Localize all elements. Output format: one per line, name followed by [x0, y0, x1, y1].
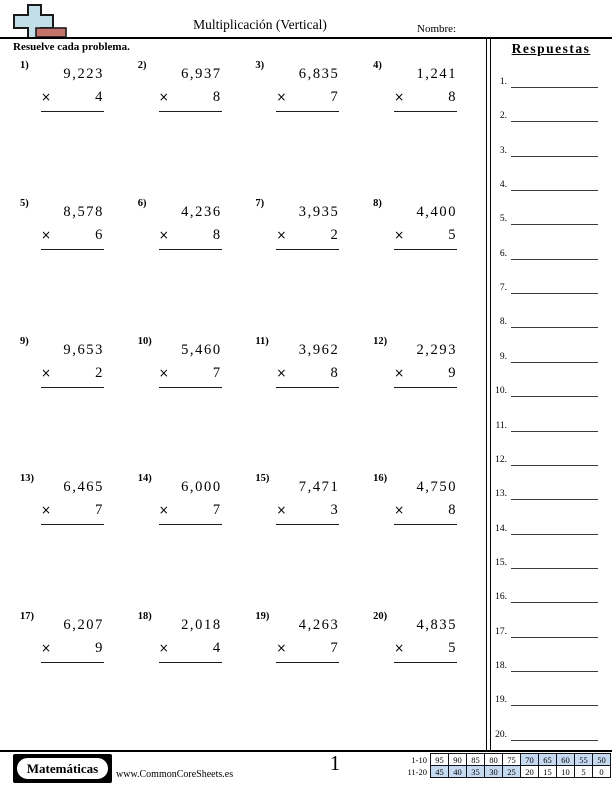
- answer-blank-line: [511, 259, 598, 260]
- problem-body: [276, 336, 339, 388]
- score-cell: 10: [557, 766, 575, 778]
- multiplication-problem: [14, 57, 132, 195]
- answer-blank-line: [511, 327, 598, 328]
- problem-body: [159, 473, 222, 525]
- times-sign-icon: ×: [276, 641, 287, 656]
- answer-number: 1.: [499, 77, 507, 87]
- multiplicand: 8,578: [63, 203, 104, 220]
- plus-block-logo-icon: [12, 3, 70, 40]
- problem-number: 1): [20, 60, 29, 71]
- multiplier: 7: [95, 502, 104, 519]
- multiplier-row: [41, 362, 104, 388]
- answer-row: [489, 652, 602, 672]
- multiplier-row: [276, 499, 339, 525]
- answer-number: 4.: [499, 180, 507, 191]
- answer-row: [489, 377, 602, 397]
- multiplier: 6: [95, 226, 104, 243]
- answer-number: 13.: [495, 489, 507, 500]
- times-sign-icon: ×: [394, 503, 405, 518]
- multiplier-row: [276, 637, 339, 663]
- multiplicand: 5,460: [181, 341, 222, 358]
- multiplier-row: [394, 499, 457, 525]
- multiplicand: 4,835: [416, 617, 458, 634]
- score-cell: 20: [521, 766, 539, 778]
- answer-number: 5.: [499, 214, 507, 225]
- answer-number: 20.: [495, 729, 507, 740]
- multiplicand: 1,241: [416, 66, 458, 82]
- multiplication-problem: [14, 333, 132, 471]
- answer-number: 18.: [495, 660, 507, 671]
- instruction-text: Resuelve cada problema.: [13, 41, 130, 53]
- answer-number: 3.: [499, 145, 507, 156]
- answer-blank-line: [511, 499, 598, 500]
- problem-body: [159, 198, 222, 250]
- problem-number: 4): [373, 60, 382, 71]
- multiplicand: 6,207: [63, 617, 104, 634]
- answer-row: [489, 68, 602, 88]
- multiplication-problem: [249, 57, 367, 195]
- multiplicand: 6,835: [298, 66, 340, 82]
- times-sign-icon: ×: [41, 365, 52, 380]
- problem-number: 2): [137, 60, 147, 71]
- score-cell: 45: [431, 766, 449, 778]
- answer-row: [489, 480, 602, 500]
- answer-number: 10.: [495, 386, 507, 397]
- times-sign-icon: ×: [394, 227, 405, 242]
- problem-body: [394, 60, 457, 112]
- multiplicand: 6,465: [63, 479, 104, 496]
- multiplier: 8: [448, 89, 458, 105]
- answer-number: 15.: [495, 557, 507, 568]
- answer-row: [489, 412, 602, 432]
- problem-body: [276, 60, 339, 112]
- multiplicand: 2,018: [181, 617, 222, 634]
- multiplier-row: [276, 224, 339, 250]
- answer-blank-line: [511, 705, 598, 706]
- problem-body: [394, 611, 457, 663]
- answer-blank-line: [511, 190, 598, 191]
- answer-row: [489, 240, 602, 260]
- multiplier-row: [159, 499, 222, 525]
- answer-blank-line: [511, 224, 598, 225]
- score-row: [399, 766, 611, 778]
- problem-body: [394, 473, 457, 525]
- answer-blank-line: [511, 568, 598, 569]
- multiplier: 7: [330, 89, 340, 105]
- multiplier: 5: [448, 640, 458, 657]
- multiplication-problem: [249, 333, 367, 471]
- times-sign-icon: ×: [276, 503, 287, 518]
- multiplication-problem: [14, 195, 132, 333]
- answer-row: [489, 515, 602, 535]
- multiplier-row: [41, 637, 104, 663]
- multiplier: 4: [95, 89, 104, 105]
- multiplier: 9: [95, 640, 104, 657]
- multiplicand: 4,750: [416, 479, 458, 496]
- multiplier: 4: [212, 640, 222, 657]
- multiplier-row: [394, 224, 457, 250]
- multiplication-problem: [249, 608, 367, 746]
- answer-row: [489, 343, 602, 363]
- brand-label: Matemáticas: [16, 757, 109, 780]
- multiplication-problem: [132, 57, 250, 195]
- answer-blank-line: [511, 637, 598, 638]
- times-sign-icon: ×: [41, 641, 52, 656]
- answer-blank-line: [511, 671, 598, 672]
- problems-grid: [14, 57, 486, 746]
- score-cell: 30: [485, 766, 503, 778]
- multiplicand: 4,263: [298, 617, 340, 634]
- answer-row: [489, 549, 602, 569]
- answer-row: [489, 686, 602, 706]
- answer-number: 17.: [495, 626, 507, 637]
- multiplier: 8: [212, 226, 222, 243]
- problem-body: [276, 611, 339, 663]
- page-number: 1: [329, 751, 341, 775]
- multiplier: 7: [330, 640, 340, 657]
- multiplication-problem: [249, 195, 367, 333]
- multiplicand: 3,962: [298, 341, 340, 358]
- problem-number: 7): [255, 197, 265, 209]
- answer-blank-line: [511, 293, 598, 294]
- problem-body: [394, 198, 457, 250]
- times-sign-icon: ×: [158, 365, 169, 380]
- multiplicand: 9,653: [63, 341, 104, 358]
- score-table: [399, 753, 611, 778]
- answer-number: 7.: [499, 283, 507, 294]
- multiplier-row: [159, 637, 222, 663]
- multiplier-row: [41, 224, 104, 250]
- multiplier-row: [41, 86, 104, 112]
- answer-number: 6.: [499, 248, 507, 259]
- multiplier-row: [41, 499, 104, 525]
- multiplier: 7: [212, 364, 222, 381]
- score-cell: 80: [485, 754, 503, 766]
- answers-title: Respuestas: [511, 41, 591, 56]
- score-row-label: 11-20: [407, 766, 427, 777]
- problem-body: [41, 336, 104, 388]
- times-sign-icon: ×: [41, 227, 52, 242]
- problem-number: 3): [255, 60, 265, 71]
- problem-number: 12): [373, 335, 388, 347]
- multiplier: 3: [330, 502, 340, 519]
- times-sign-icon: ×: [394, 90, 405, 104]
- website-text: www.CommonCoreSheets.es: [116, 769, 234, 780]
- multiplication-problem: [367, 195, 485, 333]
- score-cell: 90: [449, 754, 467, 766]
- problem-body: [41, 60, 104, 112]
- multiplication-problem: [14, 608, 132, 746]
- answer-blank-line: [511, 465, 598, 466]
- answer-number: 11.: [495, 420, 507, 431]
- problem-body: [41, 198, 104, 250]
- problem-body: [159, 336, 222, 388]
- answer-row: [489, 102, 602, 122]
- answer-number: 19.: [495, 695, 507, 706]
- multiplier-row: [276, 362, 339, 388]
- score-cell: 85: [467, 754, 485, 766]
- multiplication-problem: [367, 333, 485, 471]
- multiplier-row: [159, 86, 222, 112]
- answer-blank-line: [511, 431, 598, 432]
- answer-number: 8.: [499, 317, 507, 328]
- answer-row: [489, 205, 602, 225]
- multiplication-problem: [132, 333, 250, 471]
- times-sign-icon: ×: [158, 641, 169, 656]
- problem-number: 10): [137, 335, 152, 347]
- header-rule: [0, 37, 612, 39]
- problem-body: [41, 611, 104, 663]
- problem-body: [276, 473, 339, 525]
- multiplier-row: [394, 362, 457, 388]
- multiplication-problem: [367, 57, 485, 195]
- problem-body: [276, 198, 339, 250]
- answer-row: [489, 137, 602, 157]
- name-label: Nombre:: [417, 23, 457, 35]
- answer-number: 12.: [495, 454, 507, 465]
- score-cell: 40: [449, 766, 467, 778]
- answer-row: [489, 308, 602, 328]
- multiplicand: 6,000: [181, 479, 222, 496]
- problem-number: 9): [20, 335, 29, 347]
- score-cell: 5: [575, 766, 593, 778]
- problem-number: 16): [373, 473, 388, 485]
- answer-number: 9.: [499, 351, 507, 362]
- problem-number: 6): [137, 197, 147, 209]
- answer-blank-line: [511, 87, 598, 88]
- score-cell: 0: [593, 766, 611, 778]
- multiplier: 8: [212, 89, 222, 105]
- score-cell: 70: [521, 754, 539, 766]
- multiplicand: 2,293: [416, 341, 458, 358]
- score-cell: 65: [539, 754, 557, 766]
- times-sign-icon: ×: [158, 227, 169, 242]
- multiplicand: 9,223: [63, 66, 104, 82]
- answer-blank-line: [511, 534, 598, 535]
- times-sign-icon: ×: [158, 503, 169, 518]
- multiplication-problem: [132, 470, 250, 608]
- answer-number: 2.: [499, 111, 507, 122]
- score-cell: 35: [467, 766, 485, 778]
- score-cell: 15: [539, 766, 557, 778]
- score-cell: 55: [575, 754, 593, 766]
- answer-row: [489, 618, 602, 638]
- score-cell: 25: [503, 766, 521, 778]
- brand-badge: [13, 754, 112, 783]
- multiplier-row: [159, 362, 222, 388]
- score-cell: 60: [557, 754, 575, 766]
- multiplication-problem: [132, 608, 250, 746]
- answer-blank-line: [511, 156, 598, 157]
- times-sign-icon: ×: [276, 227, 287, 242]
- multiplier: 8: [330, 364, 340, 381]
- answer-blank-line: [511, 602, 598, 603]
- multiplication-problem: [367, 608, 485, 746]
- answer-blank-line: [511, 740, 598, 741]
- multiplier-row: [394, 637, 457, 663]
- answer-blank-line: [511, 121, 598, 122]
- multiplication-problem: [249, 470, 367, 608]
- problem-number: 20): [373, 611, 388, 623]
- answer-blank-line: [511, 362, 598, 363]
- problem-body: [394, 336, 457, 388]
- multiplier-row: [159, 224, 222, 250]
- times-sign-icon: ×: [276, 365, 287, 380]
- multiplicand: 7,471: [298, 479, 340, 496]
- times-sign-icon: ×: [41, 503, 52, 518]
- times-sign-icon: ×: [276, 90, 287, 104]
- score-row-label: 1-10: [411, 754, 427, 765]
- problem-number: 14): [137, 473, 152, 485]
- multiplicand: 3,935: [298, 203, 340, 220]
- answer-row: [489, 274, 602, 294]
- answer-row: [489, 583, 602, 603]
- answer-number: 14.: [495, 523, 507, 534]
- multiplicand: 6,937: [181, 66, 222, 82]
- multiplication-problem: [14, 470, 132, 608]
- times-sign-icon: ×: [394, 365, 405, 380]
- multiplication-problem: [367, 470, 485, 608]
- times-sign-icon: ×: [158, 90, 169, 104]
- multiplier-row: [394, 86, 457, 112]
- answer-row: [489, 446, 602, 466]
- multiplier: 2: [95, 364, 104, 381]
- multiplier: 5: [448, 226, 458, 243]
- answer-number: 16.: [495, 592, 507, 603]
- answer-row: [489, 721, 602, 741]
- multiplicand: 4,236: [181, 203, 222, 220]
- problem-body: [159, 611, 222, 663]
- answer-blank-line: [511, 396, 598, 397]
- problem-body: [159, 60, 222, 112]
- problem-number: 17): [20, 611, 34, 623]
- problem-number: 18): [137, 611, 152, 623]
- multiplier: 9: [448, 364, 458, 381]
- multiplier-row: [276, 86, 339, 112]
- score-cell: 50: [593, 754, 611, 766]
- problem-body: [41, 473, 104, 525]
- answer-row: [489, 171, 602, 191]
- score-cell: 75: [503, 754, 521, 766]
- multiplication-problem: [132, 195, 250, 333]
- multiplier: 2: [330, 226, 340, 243]
- problem-number: 8): [373, 197, 382, 209]
- times-sign-icon: ×: [41, 90, 52, 104]
- multiplicand: 4,400: [416, 203, 458, 220]
- problem-number: 19): [255, 611, 270, 623]
- multiplier: 7: [212, 502, 222, 519]
- multiplier: 8: [448, 502, 458, 519]
- score-cell: 95: [431, 754, 449, 766]
- worksheet-title: Multiplicación (Vertical): [193, 17, 327, 32]
- score-row: [399, 754, 611, 766]
- problem-number: 5): [20, 197, 29, 209]
- times-sign-icon: ×: [394, 641, 405, 656]
- problem-number: 11): [255, 335, 269, 347]
- problem-number: 15): [255, 473, 270, 485]
- problem-number: 13): [20, 473, 34, 485]
